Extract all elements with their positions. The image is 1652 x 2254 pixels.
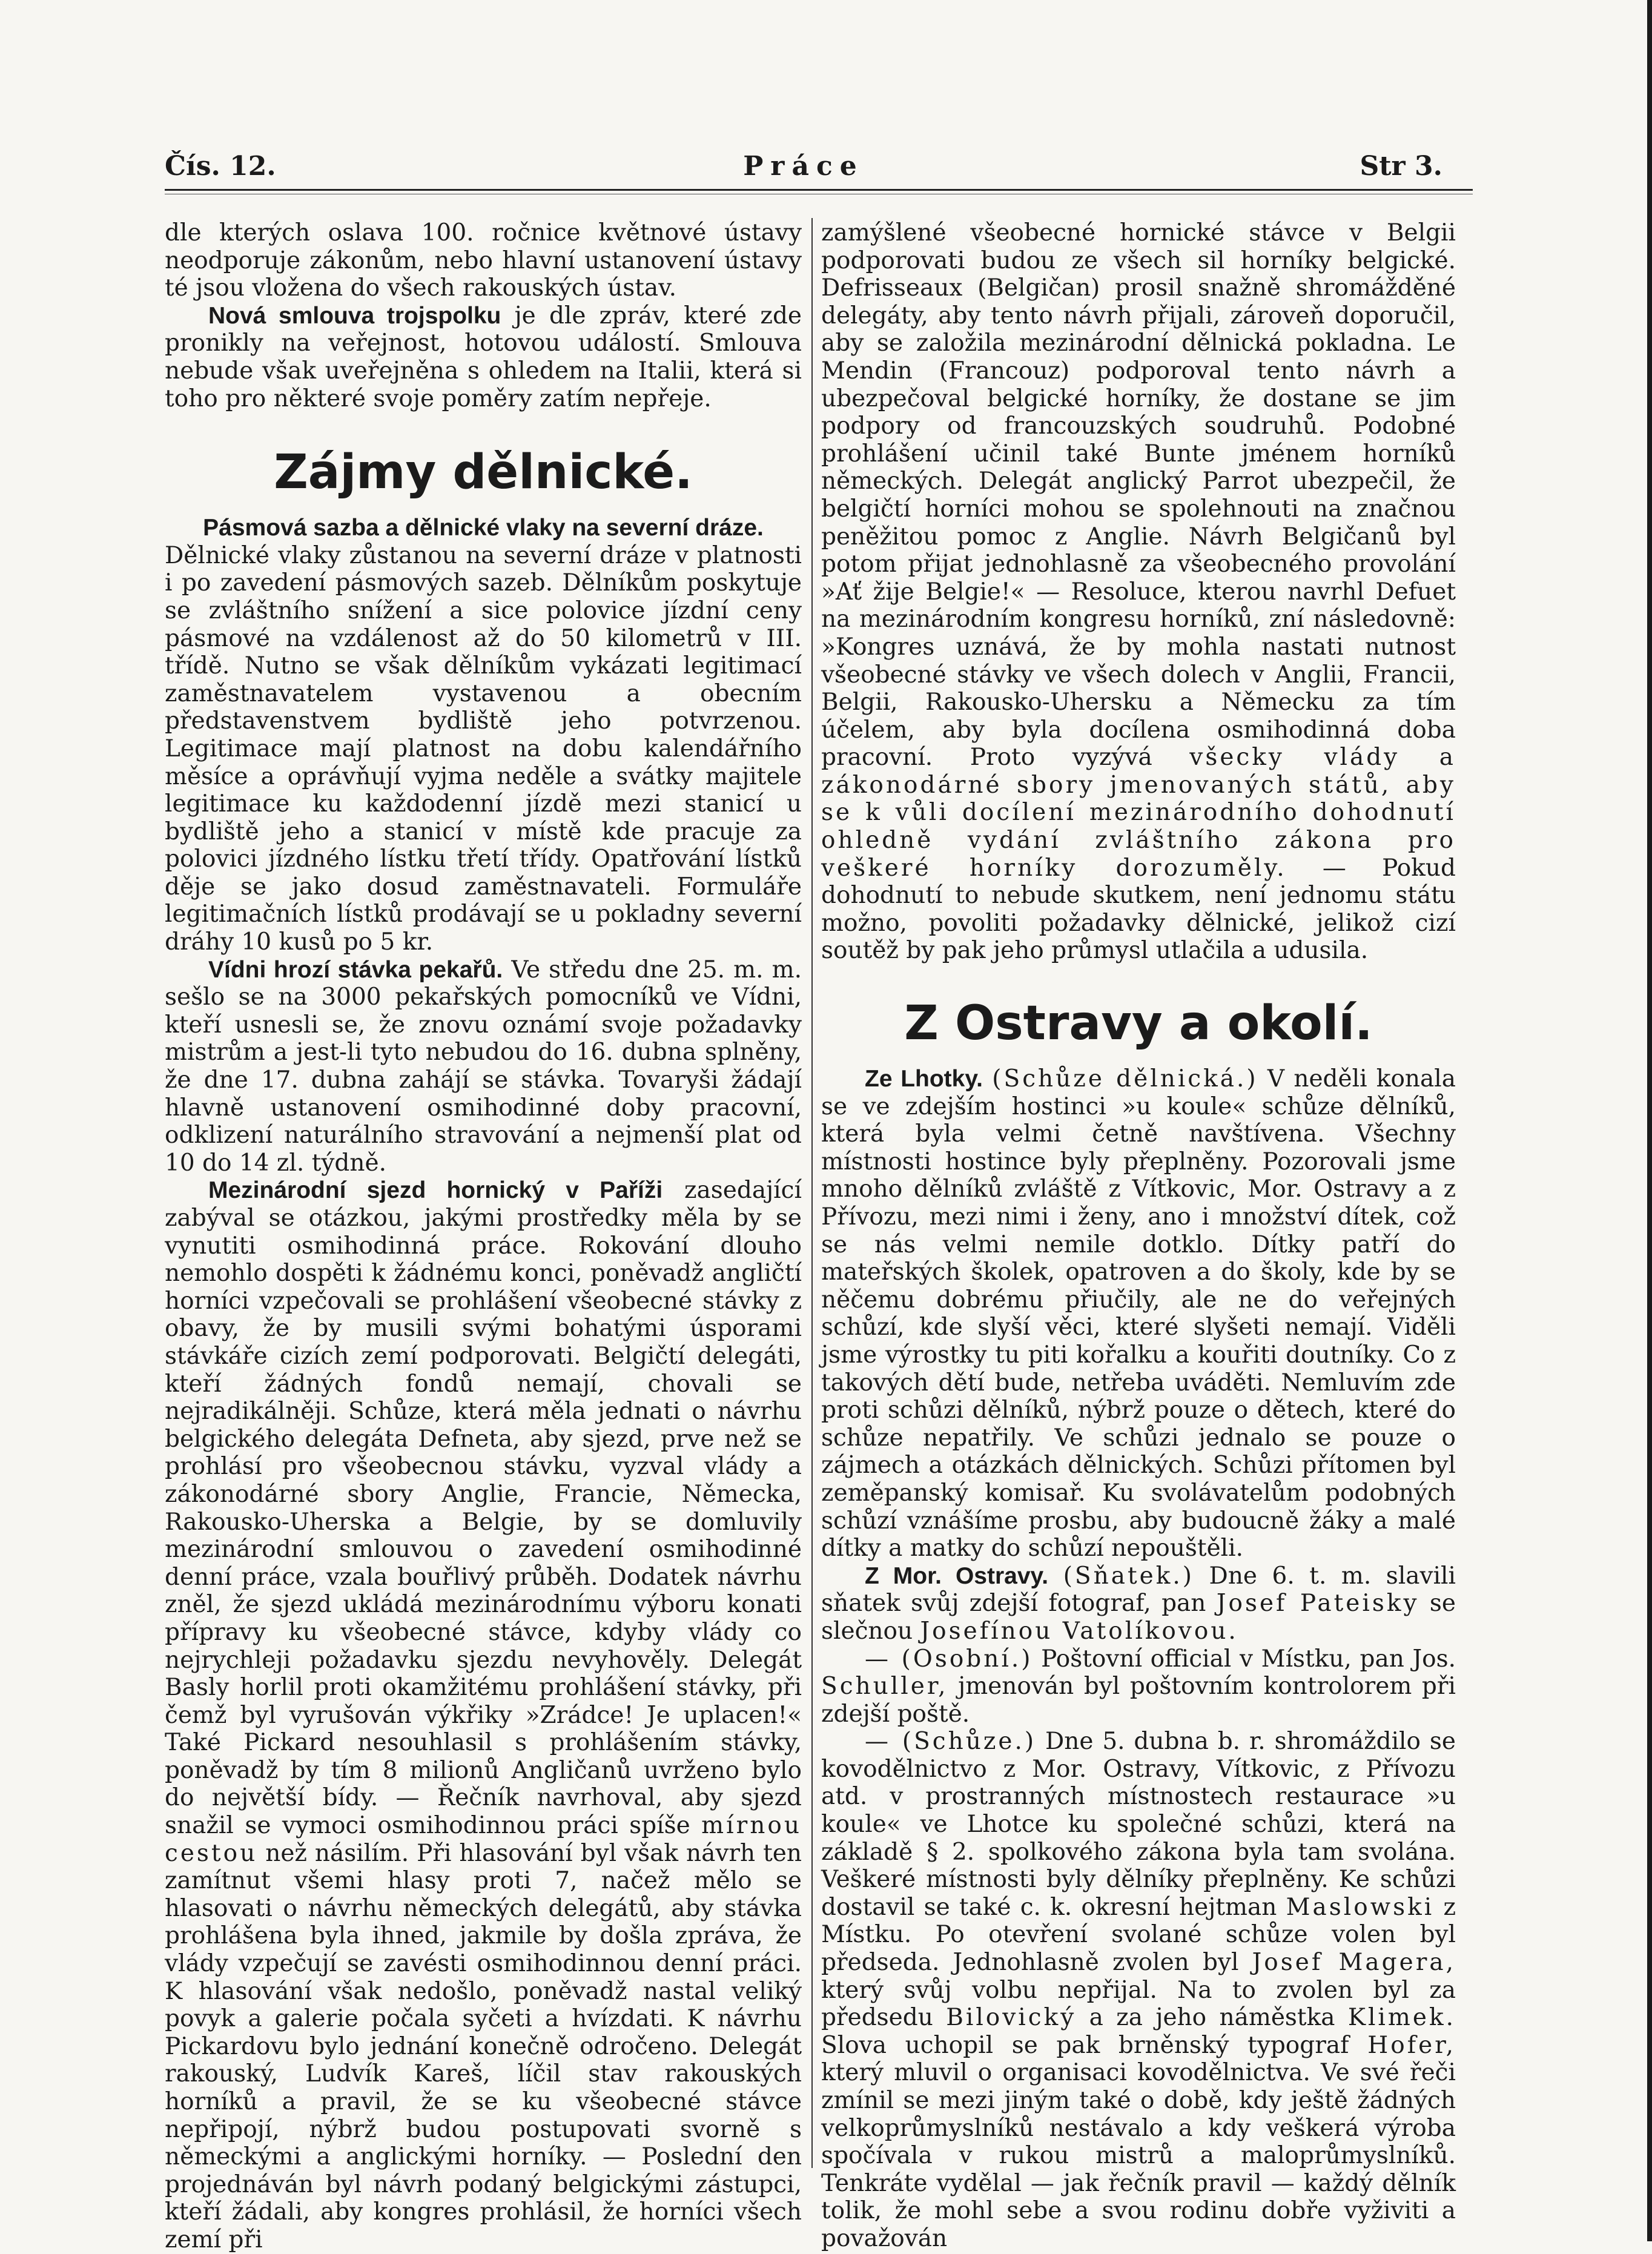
newspaper-title: Práce xyxy=(743,151,864,182)
article-miners-congress: Mezinárodní sjezd hornický v Paříži zasedající zabýval se otázkou, jakými prostředky měla by se vynutiti osmihodinná práce. Rokování dlouho nemohlo dospěti k žádnému konci, poněvadž angličtí horníci vzpečovali se prohlášení všeobecné stávky z obavy, že by musili svými bohatými úsporami stávkáře cizích zemí podporovati. Belgičtí delegáti, kteří žádných fondů nemají, chovali se nejradikálněji. Schůze, která měla jednati o návrhu belgického delegáta Defneta, aby sjezd, prve než se prohlásí pro všeobecnou stávku, vyzval vlády a zákonodárné sbory Anglie, Francie, Německa, Rakousko-Uherska a Belgie, by se domluvily mezinárodní smlouvou o zavedení osmihodinné denní práce, vzala bouřlivý průběh. Dodatek návrhu zněl, že sjezd ukládá mezinárodnímu výboru konati přípravy ku všeobecné stávce, kdyby vlády co nejrychleji požadavku sjezdu nevyhověly. Delegát Basly horlil proti okamžitému prohlášení stávky, při čemž byl vyrušován výkřiky »Zrádce! Je uplacen!« Také Pickard nesouhlasil s prohlášením stávky, poněvadž by tím 8 milionů Angličanů uvrženo bylo do největší bídy. — Řečník navrhoval, aby sjezd snažil se vymoci osmihodinnou práci spíše mírnou cestou než násilím. Při hlasování byl však návrh ten zamítnut všemi hlasy proti 7, načež mělo se hlasovati o návrhu německých delegátů, aby stávka prohlášena byla ihned, jakmile by došla zpráva, že vlády vzpečují se zavésti osmihodinnou denní práci. K hlasování však nedošlo, poněvadž nastal veliký povyk a galerie počala syčeti a hvízdati. K návrhu Pickardovu bylo jednání konečně odročeno. Delegát rakouský, Ludvík Kareš, líčil stav rakouských horníků a pravil, že se ku všeobecné stávce nepřipojí, nýbrž budou postupovati svorně s německými a anglickými horníky. — Poslední den projednáván byl návrh podaný belgickými zástupci, kteří žádali, aby kongres prohlásil, že horníci všech zemí při xyxy=(165,1177,802,2253)
scan-edge xyxy=(1647,0,1652,2241)
page-number: Str 3. xyxy=(1360,151,1442,182)
article-heading: Mezinárodní sjezd hornický v Paříži xyxy=(208,1177,663,1204)
section-title: Zájmy dělnické. xyxy=(274,445,693,500)
article-bakers-strike: Vídni hrozí stávka pekařů. Ve středu dne 25. m. m. sešlo se na 3000 pekařských pomocníků ve Vídni, kteří usnesli se, že znovu oznámí svoje požadavky mistrům a jest-li tyto nebudou do 16. dubna splněny, že dne 17. dubna zahájí se stávka. Tovaryši žádají hlavně ustanovení osmihodinné doby pracovní, odklizení naturálního stravování a nejmenší plat od 10 do 14 zl. týdně. xyxy=(165,956,802,1177)
article-metalworkers-meeting: — (Schůze.) Dne 5. dubna b. r. shromáždilo se kovodělnictvo z Mor. Ostravy, Vítkovic, z Přívozu atd. v prostranných místnostech restaurace »u koule« ve Lhotce ku společné schůzi, která na základě § 2. spolkového zákona byla tam svolána. Veškeré místnosti byly dělníky přeplněny. Ke schůzi dostavil se také c. k. okresní hejtman Maslowski z Místku. Po otevření svolané schůze volen byl předseda. Jednohlasně zvolen byl Josef Magera, který svůj volbu nepřijal. Na to zvolen byl za předsedu Bilovický a za jeho náměstka Klimek. Slova uchopil se pak brněnský typograf Hofer, který mluvil o organisaci kovodělnictva. Ve své řeči zmínil se mezi jiným také o době, kdy ještě žádných velkoprůmyslníků nestávalo a kdy veškerá výroba spočívala v rukou mistrů a maloprůmyslníků. Tenkráte vydělal — jak řečník pravil — každý dělník tolik, že mohl sebe a svou rodinu dobře vyživiti a považován xyxy=(821,1728,1456,2252)
article-personal: — (Osobní.) Poštovní official v Místku, pan Jos. Schuller, jmenován byl poštovním kontrolorem při zdejší poště. xyxy=(821,1645,1456,1728)
article-heading: Vídni hrozí stávka pekařů. xyxy=(208,956,503,983)
article-continuation: zamýšlené všeobecné hornické stávce v Belgii podporovati budou ze všech sil horníky belgické. Defrisseaux (Belgičan) prosil snažně shromážděné delegáty, aby tento návrh přijali, zároveň doporučil, aby se založila mezinárodní dělnická pokladna. Le Mendin (Francouz) podporoval tento návrh a ubezpečoval belgické horníky, že dostane se jim podpory od francouzských soudruhů. Podobné prohlášení učinil také Bunte jménem horníků německých. Delegát anglický Parrot ubezpečil, že belgičtí horníci mohou se spolehnouti na značnou peněžitou pomoc z Anglie. Návrh Belgičanů byl potom přijat jednohlasně za všeobecného provolání »Ať žije Belgie!« — Resoluce, kterou navrhl Defuet na mezinárodním kongresu horníků, zní následovně: »Kongres uznává, že by mohla nastati nutnost všeobecné stávky ve všech dolech v Anglii, Francii, Belgii, Rakousko-Uhersku a Německu za tím účelem, aby byla docílena osmihodinná doba pracovní. Proto vyzývá všecky vlády a zákonodárné sbory jmenovaných států, aby se k vůli docílení mezinárodního dohodnutí ohledně vydání zvláštního zákona pro veškeré horníky dorozuměly. — Pokud dohodnutí to nebude skutkem, není jednomu státu možno, povoliti požadavky dělnické, jelikož cizí soutěž by pak jeho průmysl utlačila a udusila. xyxy=(821,219,1456,965)
article-triple-alliance: Nová smlouva trojspolku je dle zpráv, které zde pronikly na veřejnost, hotovou událostí. Smlouva nebude však uveřejněna s ohledem na Italii, která si toho pro některé svoje poměry zatím nepřeje. xyxy=(165,302,802,412)
article-zone-tariff: Dělnické vlaky zůstanou na severní dráze v platnosti i po zavedení pásmových sazeb. Dělníkům poskytuje se zvláštního snížení a sice polovice jízdní ceny pásmové na vzdálenost až do 50 kilometrů v III. třídě. Nutno se však dělníkům vykázati legitimací zaměstnavatelem vystavenou a obecním představenstvem bydliště jeho potvrzenou. Legitimace mají platnost na dobu kalendářního měsíce a oprávňují vyjma neděle a svátky majitele legitimace ku každodenní jízdě mezi stanicí u bydliště jeho a stanicí v místě kde pracuje za polovici jízdného lístku třetí třídy. Opatřování lístků děje se jako dosud zaměstnavateli. Formuláře legitimačních lístků prodávají se u pokladny severní dráhy 10 kusů po 5 kr. xyxy=(165,541,802,956)
right-column xyxy=(821,219,1456,2253)
article-ostrava-wedding: Z Mor. Ostravy. (Sňatek.) Dne 6. t. m. slavili sňatek svůj zdejší fotograf, pan Josef Pateisky se slečnou Josefínou Vatolíkovou. xyxy=(821,1562,1456,1645)
section-title: Z Ostravy a okolí. xyxy=(904,996,1373,1051)
article-continuation: dle kterých oslava 100. ročnice květnové ústavy neodporuje zákonům, nebo hlavní ustanovení ústavy té jsou vložena do všech rakouských ústav. xyxy=(165,219,802,302)
issue-number: Čís. 12. xyxy=(165,151,276,182)
column-divider xyxy=(811,218,813,2168)
page-header xyxy=(165,148,1442,185)
article-heading: Pásmová sazba a dělnické vlaky na severní dráze. xyxy=(203,515,764,541)
article-lhotka: Ze Lhotky. (Schůze dělnická.) V neděli konala se ve zdejším hostinci »u koule« schůze dělníků, která byla velmi četně navštívena. Všechny místnosti hostince byly přeplněny. Pozorovali jsme mnoho dělníků zvláště z Vítkovic, Mor. Ostravy a z Přívozu, mezi nimi i ženy, ano i množství dítek, což se nás velmi nemile dotklo. Dítky patří do mateřských školek, opatroven a do školy, kde by se něčemu dobrému přiučily, ale ne do veřejných schůzí, kde slyší věci, které slyšeti nemají. Viděli jsme výrostky tu piti kořalku a kouřiti doutníky. Co z takových dětí bude, netřeba uváděti. Nemluvím zde proti schůzi dělníků, nýbrž pouze o dětech, které do schůze nepatřily. Ve schůzi jednalo se pouze o zájmech a otázkách dělnických. Schůzi přítomen byl zeměpanský komisař. Ku svolávatelům podobných schůzí vznášíme prosbu, aby budoucně žáky a malé dítky a matky do schůzí nepouštěli. xyxy=(821,1065,1456,1562)
article-heading: Ze Lhotky. xyxy=(865,1066,983,1092)
left-column xyxy=(165,219,802,2254)
article-heading: Nová smlouva trojspolku xyxy=(208,302,501,329)
article-heading: Z Mor. Ostravy. xyxy=(865,1562,1049,1589)
header-rule xyxy=(165,189,1473,191)
